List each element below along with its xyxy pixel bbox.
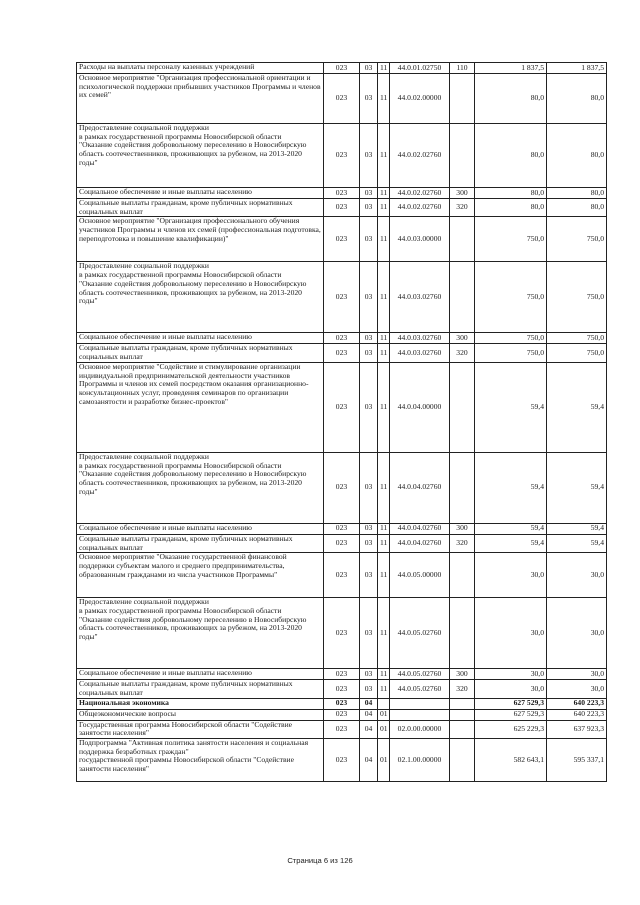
amount-year1-cell: 1 837,5 <box>475 63 547 74</box>
expense-type-cell: 300 <box>450 669 475 680</box>
target-article-cell: 44.0.04.00000 <box>390 362 450 452</box>
target-article-cell: 02.1.00.00000 <box>390 739 450 782</box>
amount-year2-cell: 59,4 <box>547 523 607 534</box>
expense-type-cell: 110 <box>450 63 475 74</box>
section-code-cell: 03 <box>360 217 378 262</box>
target-article-cell: 44.0.02.00000 <box>390 74 450 124</box>
section-code-cell: 03 <box>360 452 378 523</box>
subsection-code-cell: 11 <box>378 452 390 523</box>
target-article-cell: 44.0.05.02760 <box>390 669 450 680</box>
amount-year2-cell: 80,0 <box>547 199 607 217</box>
section-code-cell: 03 <box>360 188 378 199</box>
amount-year2-cell: 80,0 <box>547 74 607 124</box>
table-row <box>77 362 607 452</box>
amount-year2-cell: 59,4 <box>547 534 607 552</box>
subsection-code-cell: 01 <box>378 720 390 738</box>
subsection-code-cell: 11 <box>378 74 390 124</box>
subsection-code-cell: 11 <box>378 534 390 552</box>
table-row <box>77 680 607 698</box>
table-row <box>77 739 607 782</box>
amount-year2-cell: 59,4 <box>547 362 607 452</box>
expense-name-cell: Социальное обеспечение и иные выплаты населению <box>77 523 324 534</box>
amount-year2-cell: 750,0 <box>547 333 607 344</box>
target-article-cell <box>390 709 450 720</box>
target-article-cell: 02.0.00.00000 <box>390 720 450 738</box>
amount-year1-cell: 30,0 <box>475 553 547 598</box>
target-article-cell: 44.0.01.02750 <box>390 63 450 74</box>
grbs-code-cell: 023 <box>324 523 360 534</box>
expense-name-cell: Основное мероприятие "Содействие и стимулирование организации индивидуальной предпринимательской деятельности участников Программы и членов их семей посредством оказания организационно-консультационных услуг, проведения семинаров по организации самозанятости и разработке бизнес-проектов" <box>77 362 324 452</box>
expense-type-cell <box>450 74 475 124</box>
subsection-code-cell: 11 <box>378 124 390 188</box>
expense-name-cell: Основное мероприятие "Организация профессионального обучения участников Программы и членов их семей (профессиональная подготовка, переподготовка и повышение квалификации)" <box>77 217 324 262</box>
section-code-cell: 03 <box>360 333 378 344</box>
table-row <box>77 523 607 534</box>
section-code-cell: 03 <box>360 199 378 217</box>
amount-year1-cell: 750,0 <box>475 333 547 344</box>
expense-type-cell <box>450 739 475 782</box>
expense-name-cell: Основное мероприятие "Оказание государственной финансовой поддержки субъектам малого и среднего предпринимательства, образованным гражданами из числа участников Программы" <box>77 553 324 598</box>
amount-year1-cell: 80,0 <box>475 188 547 199</box>
target-article-cell: 44.0.03.00000 <box>390 217 450 262</box>
subsection-code-cell: 11 <box>378 63 390 74</box>
section-code-cell: 03 <box>360 74 378 124</box>
grbs-code-cell: 023 <box>324 452 360 523</box>
expense-name-cell: Предоставление социальной поддержки в рамках государственной программы Новосибирской области "Оказание содействия добровольному переселению в Новосибирскую область соотечественников, проживающих за рубежом, на 2013-2020 годы" <box>77 124 324 188</box>
amount-year1-cell: 59,4 <box>475 534 547 552</box>
subsection-code-cell: 11 <box>378 344 390 362</box>
expense-type-cell <box>450 598 475 669</box>
section-code-cell: 04 <box>360 720 378 738</box>
grbs-code-cell: 023 <box>324 199 360 217</box>
expense-type-cell: 320 <box>450 199 475 217</box>
table-row <box>77 709 607 720</box>
grbs-code-cell: 023 <box>324 739 360 782</box>
grbs-code-cell: 023 <box>324 720 360 738</box>
section-code-cell: 03 <box>360 344 378 362</box>
expense-type-cell <box>450 553 475 598</box>
budget-table-body <box>77 63 607 782</box>
grbs-code-cell: 023 <box>324 709 360 720</box>
table-row <box>77 217 607 262</box>
expense-type-cell <box>450 262 475 333</box>
expense-type-cell <box>450 709 475 720</box>
grbs-code-cell: 023 <box>324 344 360 362</box>
section-code-cell: 03 <box>360 553 378 598</box>
amount-year1-cell: 627 529,3 <box>475 698 547 709</box>
expense-name-cell: Социальные выплаты гражданам, кроме публичных нормативных социальных выплат <box>77 199 324 217</box>
section-code-cell: 03 <box>360 262 378 333</box>
section-code-cell: 03 <box>360 534 378 552</box>
section-code-cell: 04 <box>360 739 378 782</box>
table-row <box>77 74 607 124</box>
expense-name-cell: Основное мероприятие "Организация профессиональной ориентации и психологической поддержки прибывших участников Программы и членов их семей" <box>77 74 324 124</box>
expense-type-cell <box>450 362 475 452</box>
subsection-code-cell: 11 <box>378 262 390 333</box>
amount-year2-cell: 1 837,5 <box>547 63 607 74</box>
subsection-code-cell: 11 <box>378 217 390 262</box>
table-row <box>77 333 607 344</box>
expense-name-cell: Предоставление социальной поддержки в рамках государственной программы Новосибирской области "Оказание содействия добровольному переселению в Новосибирскую область соотечественников, проживающих за рубежом, на 2013-2020 годы" <box>77 452 324 523</box>
amount-year1-cell: 750,0 <box>475 262 547 333</box>
target-article-cell: 44.0.04.02760 <box>390 452 450 523</box>
amount-year1-cell: 582 643,1 <box>475 739 547 782</box>
grbs-code-cell: 023 <box>324 553 360 598</box>
grbs-code-cell: 023 <box>324 669 360 680</box>
amount-year1-cell: 30,0 <box>475 669 547 680</box>
amount-year1-cell: 59,4 <box>475 452 547 523</box>
section-code-cell: 03 <box>360 362 378 452</box>
section-code-cell: 03 <box>360 680 378 698</box>
subsection-code-cell: 11 <box>378 523 390 534</box>
grbs-code-cell: 023 <box>324 63 360 74</box>
target-article-cell: 44.0.05.02760 <box>390 680 450 698</box>
amount-year2-cell: 59,4 <box>547 452 607 523</box>
expense-name-cell: Государственная программа Новосибирской области "Содействие занятости населения" <box>77 720 324 738</box>
amount-year2-cell: 30,0 <box>547 553 607 598</box>
amount-year1-cell: 30,0 <box>475 598 547 669</box>
expense-type-cell: 300 <box>450 188 475 199</box>
grbs-code-cell: 023 <box>324 698 360 709</box>
target-article-cell <box>390 698 450 709</box>
section-code-cell: 03 <box>360 669 378 680</box>
amount-year2-cell: 750,0 <box>547 344 607 362</box>
expense-type-cell: 320 <box>450 534 475 552</box>
expense-name-cell: Социальные выплаты гражданам, кроме публичных нормативных социальных выплат <box>77 344 324 362</box>
table-row <box>77 598 607 669</box>
target-article-cell: 44.0.03.02760 <box>390 262 450 333</box>
grbs-code-cell: 023 <box>324 217 360 262</box>
target-article-cell: 44.0.02.02760 <box>390 199 450 217</box>
table-row <box>77 344 607 362</box>
subsection-code-cell: 11 <box>378 553 390 598</box>
table-row <box>77 698 607 709</box>
expense-type-cell <box>450 217 475 262</box>
subsection-code-cell: 01 <box>378 739 390 782</box>
section-code-cell: 03 <box>360 598 378 669</box>
target-article-cell: 44.0.05.02760 <box>390 598 450 669</box>
grbs-code-cell: 023 <box>324 74 360 124</box>
subsection-code-cell: 11 <box>378 333 390 344</box>
subsection-code-cell: 01 <box>378 709 390 720</box>
subsection-code-cell: 11 <box>378 362 390 452</box>
expense-name-cell: Расходы на выплаты персоналу казенных учреждений <box>77 63 324 74</box>
subsection-code-cell: 11 <box>378 199 390 217</box>
expense-name-cell: Национальная экономика <box>77 698 324 709</box>
table-row <box>77 199 607 217</box>
amount-year2-cell: 80,0 <box>547 188 607 199</box>
section-code-cell: 04 <box>360 709 378 720</box>
amount-year2-cell: 30,0 <box>547 669 607 680</box>
section-code-cell: 04 <box>360 698 378 709</box>
target-article-cell: 44.0.05.00000 <box>390 553 450 598</box>
target-article-cell: 44.0.03.02760 <box>390 344 450 362</box>
table-row <box>77 720 607 738</box>
subsection-code-cell: 11 <box>378 598 390 669</box>
amount-year1-cell: 625 229,3 <box>475 720 547 738</box>
amount-year2-cell: 30,0 <box>547 680 607 698</box>
target-article-cell: 44.0.02.02760 <box>390 124 450 188</box>
table-row <box>77 63 607 74</box>
amount-year1-cell: 59,4 <box>475 362 547 452</box>
target-article-cell: 44.0.04.02760 <box>390 534 450 552</box>
expense-type-cell <box>450 720 475 738</box>
amount-year2-cell: 640 223,3 <box>547 698 607 709</box>
expense-name-cell: Социальное обеспечение и иные выплаты населению <box>77 333 324 344</box>
page-number: Страница 6 из 126 <box>287 856 353 865</box>
expense-type-cell: 300 <box>450 333 475 344</box>
grbs-code-cell: 023 <box>324 598 360 669</box>
subsection-code-cell: 11 <box>378 680 390 698</box>
expense-name-cell: Подпрограмма "Активная политика занятости населения и социальная поддержка безработных граждан" государственной программы Новосибирской области "Содействие занятости населения" <box>77 739 324 782</box>
grbs-code-cell: 023 <box>324 188 360 199</box>
amount-year1-cell: 750,0 <box>475 344 547 362</box>
grbs-code-cell: 023 <box>324 534 360 552</box>
expense-type-cell <box>450 452 475 523</box>
target-article-cell: 44.0.03.02760 <box>390 333 450 344</box>
expense-type-cell: 320 <box>450 680 475 698</box>
table-row <box>77 262 607 333</box>
expense-type-cell: 300 <box>450 523 475 534</box>
amount-year2-cell: 595 337,1 <box>547 739 607 782</box>
amount-year1-cell: 750,0 <box>475 217 547 262</box>
amount-year2-cell: 750,0 <box>547 217 607 262</box>
expense-name-cell: Социальное обеспечение и иные выплаты населению <box>77 669 324 680</box>
section-code-cell: 03 <box>360 63 378 74</box>
table-row <box>77 188 607 199</box>
grbs-code-cell: 023 <box>324 362 360 452</box>
amount-year1-cell: 30,0 <box>475 680 547 698</box>
expense-name-cell: Социальные выплаты гражданам, кроме публичных нормативных социальных выплат <box>77 534 324 552</box>
grbs-code-cell: 023 <box>324 680 360 698</box>
table-row <box>77 553 607 598</box>
table-row <box>77 669 607 680</box>
expense-type-cell: 320 <box>450 344 475 362</box>
table-row <box>77 452 607 523</box>
expense-name-cell: Социальные выплаты гражданам, кроме публичных нормативных социальных выплат <box>77 680 324 698</box>
expense-name-cell: Предоставление социальной поддержки в рамках государственной программы Новосибирской области "Оказание содействия добровольному переселению в Новосибирскую область соотечественников, проживающих за рубежом, на 2013-2020 годы" <box>77 262 324 333</box>
amount-year2-cell: 80,0 <box>547 124 607 188</box>
expense-name-cell: Общеэкономические вопросы <box>77 709 324 720</box>
amount-year1-cell: 80,0 <box>475 74 547 124</box>
budget-table <box>76 62 607 782</box>
amount-year1-cell: 59,4 <box>475 523 547 534</box>
target-article-cell: 44.0.02.02760 <box>390 188 450 199</box>
target-article-cell: 44.0.04.02760 <box>390 523 450 534</box>
grbs-code-cell: 023 <box>324 262 360 333</box>
subsection-code-cell <box>378 698 390 709</box>
table-row <box>77 534 607 552</box>
section-code-cell: 03 <box>360 523 378 534</box>
amount-year2-cell: 750,0 <box>547 262 607 333</box>
expense-type-cell <box>450 698 475 709</box>
grbs-code-cell: 023 <box>324 333 360 344</box>
amount-year2-cell: 637 923,3 <box>547 720 607 738</box>
expense-name-cell: Социальное обеспечение и иные выплаты населению <box>77 188 324 199</box>
amount-year1-cell: 80,0 <box>475 124 547 188</box>
grbs-code-cell: 023 <box>324 124 360 188</box>
amount-year1-cell: 627 529,3 <box>475 709 547 720</box>
amount-year2-cell: 640 223,3 <box>547 709 607 720</box>
amount-year1-cell: 80,0 <box>475 199 547 217</box>
amount-year2-cell: 30,0 <box>547 598 607 669</box>
expense-type-cell <box>450 124 475 188</box>
subsection-code-cell: 11 <box>378 669 390 680</box>
table-row <box>77 124 607 188</box>
subsection-code-cell: 11 <box>378 188 390 199</box>
expense-name-cell: Предоставление социальной поддержки в рамках государственной программы Новосибирской области "Оказание содействия добровольному переселению в Новосибирскую область соотечественников, проживающих за рубежом, на 2013-2020 годы" <box>77 598 324 669</box>
section-code-cell: 03 <box>360 124 378 188</box>
